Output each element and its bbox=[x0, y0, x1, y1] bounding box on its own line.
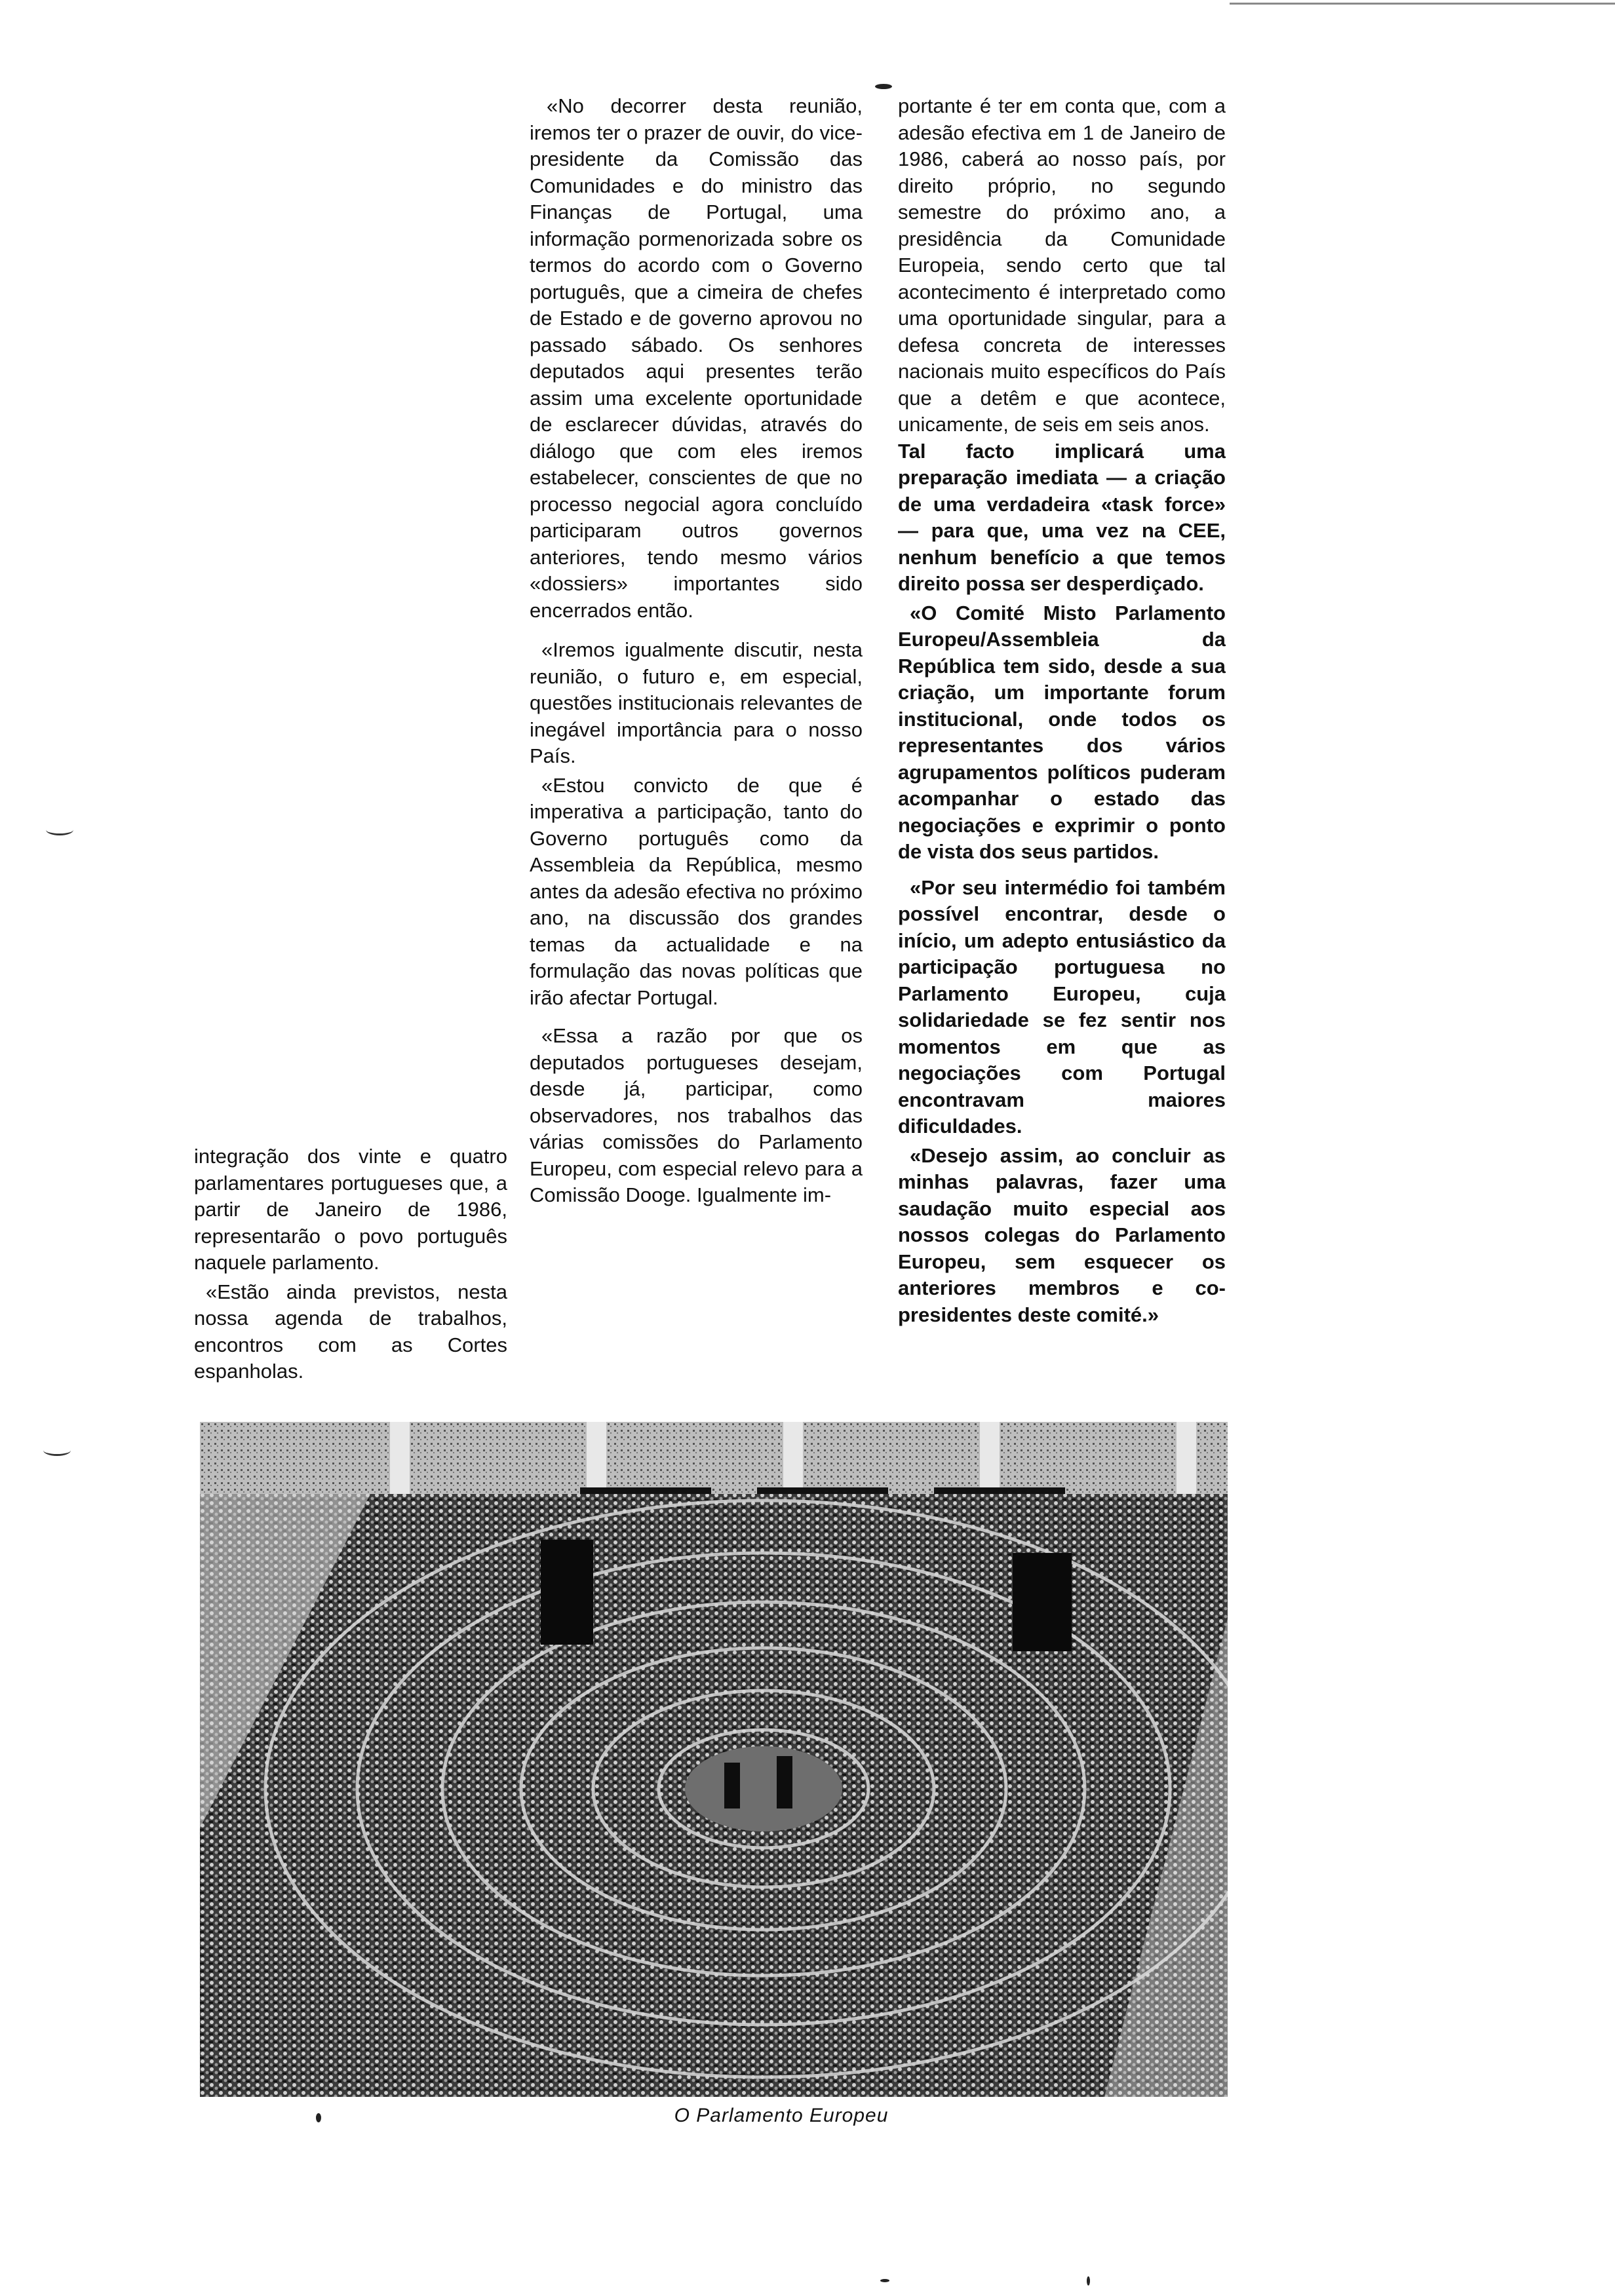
photo-caption-text: O Parlamento Europeu bbox=[674, 2105, 889, 2126]
speck bbox=[880, 2279, 889, 2282]
parliament-hemicycle-image bbox=[200, 1422, 1228, 2097]
column-right bbox=[898, 93, 1226, 1410]
top-edge-rule bbox=[1230, 3, 1615, 5]
parliament-photo bbox=[200, 1422, 1228, 2097]
paragraph: «No decorrer desta reunião, iremos ter o prazer de ouvir, do vice-presidente da Comissão das Comunidades e do ministro das Finanças de Portugal, uma informação pormenorizada sobre os termos do acordo com o Governo português, que a cimeira de chefes de Estado e de governo aprovou no passado sábado. Os senhores deputados aqui presentes terão assim uma excelente oportunidade de esclarecer dúvidas, através do diálogo que com eles iremos estabelecer, conscientes de que no processo negocial agora concluído participaram outros governos anteriores, tendo mesmo vários «dossiers» importantes sido encerrados então. bbox=[530, 94, 863, 622]
paragraph: «O Comité Misto Parlamento Europeu/Assembleia da República tem sido, desde a sua criação, um importante forum institucional, onde todos os representantes dos vários agrupamentos políticos puderam acompanhar o estado das negociações e exprimir o ponto de vista dos seus partidos. bbox=[898, 601, 1226, 863]
speck bbox=[1087, 2276, 1090, 2286]
paragraph: «Por seu intermédio foi também possível encontrar, desde o início, um adepto entusiástico da participação portuguesa no Parlamento Europeu, cuja solidariedade se fez sentir nos momentos em que as negociações com Portugal encontravam maiores dificuldades. bbox=[898, 875, 1226, 1138]
paragraph: «Estou convicto de que é imperativa a participação, tanto do Governo português como da Assembleia da República, mesmo antes da adesão efectiva no próximo ano, na discussão dos grandes temas da actualidade e na formulação das novas políticas que irão afectar Portugal. bbox=[530, 773, 863, 1009]
margin-mark bbox=[43, 1445, 71, 1456]
column-left bbox=[194, 1143, 507, 1409]
column-middle bbox=[530, 93, 863, 1407]
speck bbox=[316, 2113, 321, 2122]
margin-mark bbox=[46, 824, 73, 835]
paragraph: «Desejo assim, ao concluir as minhas palavras, fazer uma saudação muito especial aos nossos colegas do Parlamento Europeu, sem esquecer os anteriores membros e co-presidentes deste comité.» bbox=[898, 1143, 1226, 1326]
paragraph: «Iremos igualmente discutir, nesta reunião, o futuro e, em especial, questões institucionais relevantes de inegável importância para o nosso País. bbox=[530, 638, 863, 767]
paragraph: integração dos vinte e quatro parlamentares portugueses que, a partir de Janeiro de 1986, representarão o povo português naquele parlamento. bbox=[194, 1145, 507, 1274]
photo-caption bbox=[0, 2105, 1615, 2127]
paragraph: «Essa a razão por que os deputados portugueses desejam, desde já, participar, como observadores, nos trabalhos das várias comissões do Parlamento Europeu, com especial relevo para a Comissão Dooge. Igualmente im- bbox=[530, 1024, 863, 1206]
paragraph: portante é ter em conta que, com a adesão efectiva em 1 de Janeiro de 1986, caberá ao nosso país, por direito próprio, no segundo semestre do próximo ano, a presidência da Comunidade Europeia, sendo certo que tal acontecimento é interpretado como uma oportunidade singular, para a defesa concreta de interesses nacionais muito específicos do País que a detêm e que acontece, unicamente, de seis em seis anos. bbox=[898, 94, 1226, 436]
paragraph: «Estão ainda previstos, nesta nossa agenda de trabalhos, encontros com as Cortes espanholas. bbox=[194, 1280, 507, 1383]
speck bbox=[875, 84, 892, 89]
bold-section bbox=[898, 438, 1226, 1329]
paragraph: Tal facto implicará uma preparação imediata — a criação de uma verdadeira «task force» — para que, uma vez na CEE, nenhum benefício a que temos direito possa ser desperdiçado. bbox=[898, 439, 1226, 595]
